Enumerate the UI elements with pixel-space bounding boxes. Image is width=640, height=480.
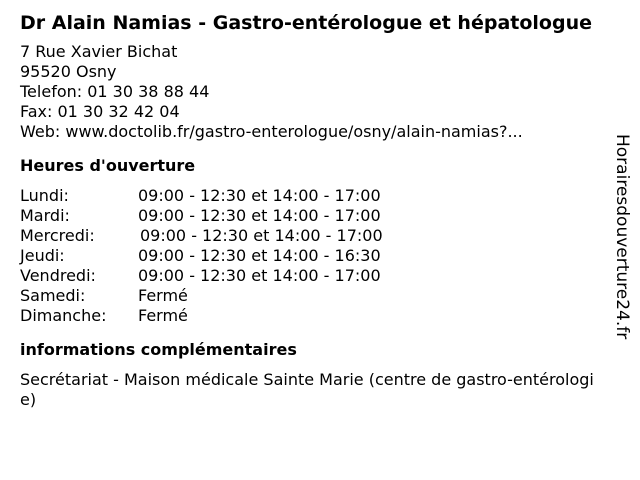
day-label: Lundi: <box>20 186 69 205</box>
website-link[interactable]: Web: www.doctolib.fr/gastro-enterologue/osny/alain-namias?... <box>20 122 523 141</box>
info-text: Secrétariat - Maison médicale Sainte Marie (centre de gastro-entérologie) <box>20 370 594 409</box>
day-label: Mercredi: <box>20 226 95 245</box>
day-label: Mardi: <box>20 206 70 225</box>
phone-number[interactable]: Telefon: 01 30 38 88 44 <box>20 82 210 101</box>
hours-row-tuesday <box>20 206 610 226</box>
hours-heading: Heures d'ouverture <box>20 156 196 175</box>
day-label: Samedi: <box>20 286 86 305</box>
time-value: 09:00 - 12:30 et 14:00 - 17:00 <box>138 266 381 285</box>
time-value: Fermé <box>138 286 188 305</box>
info-heading: informations complémentaires <box>20 340 297 359</box>
time-value: 09:00 - 12:30 et 14:00 - 17:00 <box>138 186 381 205</box>
site-watermark: Horairesdouverture24.fr <box>612 134 632 340</box>
address-city: 95520 Osny <box>20 62 117 81</box>
hours-row-monday <box>20 186 610 206</box>
fax-number: Fax: 01 30 32 42 04 <box>20 102 180 121</box>
time-value: Fermé <box>138 306 188 325</box>
time-value: 09:00 - 12:30 et 14:00 - 17:00 <box>138 206 381 225</box>
hours-row-sunday <box>20 306 610 326</box>
day-label: Jeudi: <box>20 246 65 265</box>
time-value: 09:00 - 12:30 et 14:00 - 17:00 <box>140 226 383 245</box>
listing-content <box>20 10 610 410</box>
hours-row-thursday <box>20 246 610 266</box>
day-label: Dimanche: <box>20 306 107 325</box>
address-street: 7 Rue Xavier Bichat <box>20 42 178 61</box>
hours-row-saturday <box>20 286 610 306</box>
time-value: 09:00 - 12:30 et 14:00 - 16:30 <box>138 246 381 265</box>
day-label: Vendredi: <box>20 266 96 285</box>
hours-row-wednesday <box>20 226 610 246</box>
page-title: Dr Alain Namias - Gastro-entérologue et hépatologue <box>20 12 592 34</box>
hours-row-friday <box>20 266 610 286</box>
